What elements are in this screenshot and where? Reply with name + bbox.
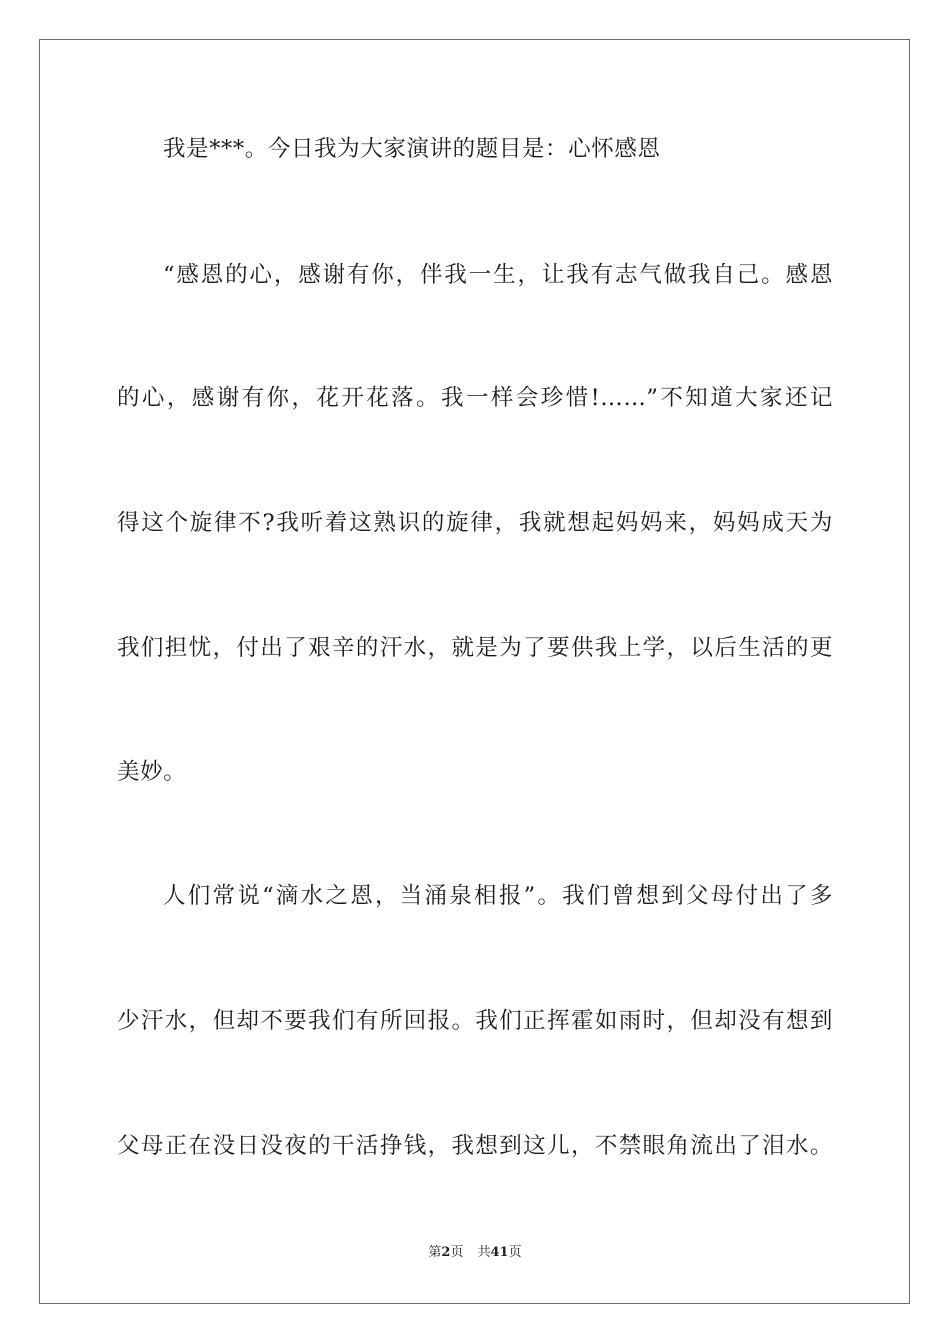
page-footer xyxy=(0,1244,950,1262)
page-border xyxy=(39,39,910,1304)
total-prefix: 共 xyxy=(477,1245,491,1260)
paragraph-line: “感恩的心，感谢有你，伴我一生，让我有志气做我自己。感恩 xyxy=(163,262,833,288)
paragraph-line: 人们常说“滴水之恩，当涌泉相报”。我们曾想到父母付出了多 xyxy=(163,883,833,909)
page-suffix: 页 xyxy=(450,1245,464,1260)
paragraph-line: 我是***。今日我为大家演讲的题目是：心怀感恩 xyxy=(163,136,661,162)
total-suffix: 页 xyxy=(508,1245,522,1260)
paragraph-line: 少汗水，但却不要我们有所回报。我们正挥霍如雨时，但却没有想到 xyxy=(117,1008,833,1034)
page-number: 2 xyxy=(441,1245,451,1260)
paragraph-line: 的心，感谢有你，花开花落。我一样会珍惜!……”不知道大家还记 xyxy=(117,385,833,411)
page-prefix: 第 xyxy=(428,1245,442,1260)
total-pages: 41 xyxy=(490,1245,509,1260)
paragraph-line: 我们担忧，付出了艰辛的汗水，就是为了要供我上学，以后生活的更 xyxy=(117,635,833,661)
paragraph-line: 美妙。 xyxy=(117,759,187,785)
paragraph-line: 父母正在没日没夜的干活挣钱，我想到这儿，不禁眼角流出了泪水。 xyxy=(117,1133,833,1159)
paragraph-line: 得这个旋律不?我听着这熟识的旋律，我就想起妈妈来，妈妈成天为 xyxy=(117,510,833,536)
